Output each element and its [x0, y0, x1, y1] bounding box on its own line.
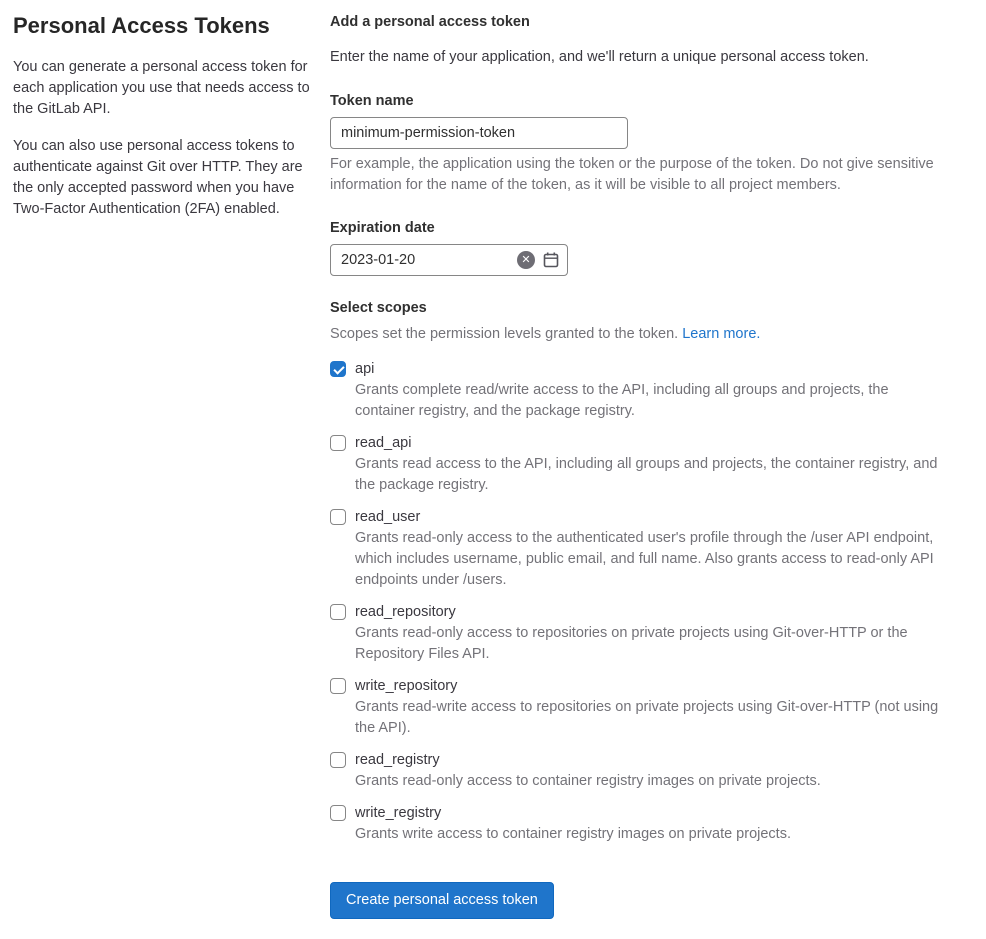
- scope-checkbox-write-registry[interactable]: [330, 805, 346, 821]
- scope-name-read-user[interactable]: read_user: [355, 509, 421, 525]
- add-token-form: [330, 12, 950, 919]
- intro-paragraph-1: You can generate a personal access token for each application you use that needs access to the GitLab API.: [13, 59, 310, 117]
- form-heading: Add a personal access token: [330, 14, 530, 30]
- scope-description-read-api: Grants read access to the API, including all groups and projects, the container registry, and the package registry.: [355, 456, 938, 493]
- scopes-help: [330, 324, 950, 345]
- scope-name-read-registry[interactable]: read_registry: [355, 752, 440, 768]
- scope-description-read-registry: Grants read-only access to container registry images on private projects.: [355, 773, 821, 789]
- scope-row: [330, 676, 950, 739]
- scope-description-read-user: Grants read-only access to the authenticated user's profile through the /user API endpoint, which includes username, public email, and full name. Also grants access to read-only API endpoints under /users.: [355, 530, 934, 588]
- token-name-help: For example, the application using the token or the purpose of the token. Do not give sensitive information for the name of the token, as it will be visible to all project members.: [330, 156, 934, 193]
- scope-row: [330, 803, 950, 845]
- scope-description-write-registry: Grants write access to container registry images on private projects.: [355, 826, 791, 842]
- scope-name-read-repository[interactable]: read_repository: [355, 604, 456, 620]
- form-subheading: Enter the name of your application, and we'll return a unique personal access token.: [330, 49, 869, 65]
- scope-name-api[interactable]: api: [355, 361, 375, 377]
- calendar-icon[interactable]: [543, 252, 559, 268]
- scopes-help-text: Scopes set the permission levels granted to the token.: [330, 326, 679, 342]
- intro-paragraph-2: You can also use personal access tokens to authenticate against Git over HTTP. They are the only accepted password when you have Two-Factor Authentication (2FA) enabled.: [13, 138, 303, 217]
- scope-checkbox-write-repository[interactable]: [330, 678, 346, 694]
- token-name-label: Token name: [330, 93, 414, 109]
- scope-row: [330, 359, 950, 422]
- scope-row: [330, 750, 950, 792]
- scope-checkbox-read-user[interactable]: [330, 509, 346, 525]
- scope-checkbox-read-api[interactable]: [330, 435, 346, 451]
- select-scopes-group: [330, 298, 950, 845]
- scope-row: [330, 602, 950, 665]
- token-name-group: [330, 91, 950, 196]
- scopes-list: [330, 359, 950, 845]
- scope-checkbox-api[interactable]: [330, 361, 346, 377]
- learn-more-link[interactable]: Learn more.: [682, 326, 761, 342]
- scope-checkbox-read-registry[interactable]: [330, 752, 346, 768]
- select-scopes-label: Select scopes: [330, 300, 427, 316]
- scope-row: [330, 433, 950, 496]
- scope-name-read-api[interactable]: read_api: [355, 435, 412, 451]
- create-token-button[interactable]: Create personal access token: [330, 882, 554, 919]
- scope-description-read-repository: Grants read-only access to repositories on private projects using Git-over-HTTP or the Repository Files API.: [355, 625, 908, 662]
- expiration-date-group: [330, 218, 950, 276]
- intro-panel: [13, 12, 330, 919]
- expiration-date-field: [330, 244, 568, 276]
- page-title: Personal Access Tokens: [13, 13, 270, 38]
- scope-name-write-repository[interactable]: write_repository: [355, 678, 458, 694]
- scope-checkbox-read-repository[interactable]: [330, 604, 346, 620]
- token-name-input[interactable]: [330, 117, 628, 149]
- scope-name-write-registry[interactable]: write_registry: [355, 805, 442, 821]
- expiration-date-label: Expiration date: [330, 220, 435, 236]
- clear-date-icon[interactable]: ✕: [517, 251, 535, 269]
- scope-row: [330, 507, 950, 591]
- scope-description-api: Grants complete read/write access to the API, including all groups and projects, the container registry, and the package registry.: [355, 382, 889, 419]
- scope-description-write-repository: Grants read-write access to repositories on private projects using Git-over-HTTP (not using the API).: [355, 699, 939, 736]
